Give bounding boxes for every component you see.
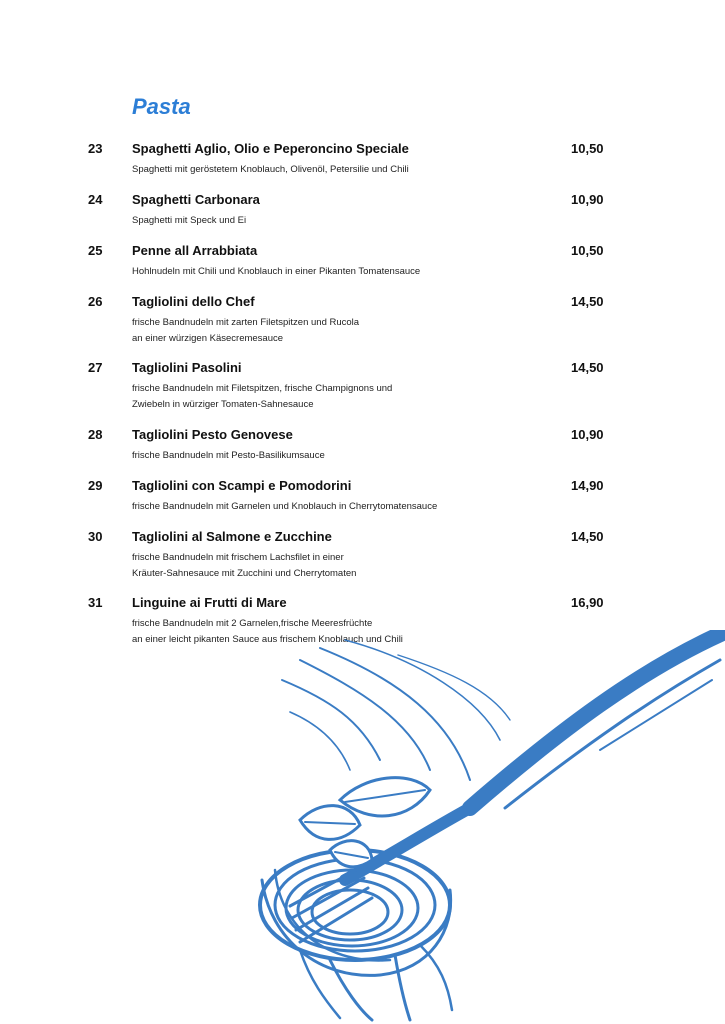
item-description xyxy=(132,315,359,347)
item-number: 25 xyxy=(88,243,103,258)
item-price: 10,50 xyxy=(571,141,604,156)
item-description xyxy=(132,550,356,582)
item-description-line: frische Bandnudeln mit 2 Garnelen,frische Meeresfrüchte xyxy=(132,618,373,629)
item-description-line: Kräuter-Sahnesauce mit Zucchini und Cherrytomaten xyxy=(132,568,357,579)
item-price: 10,50 xyxy=(571,243,604,258)
item-number: 28 xyxy=(88,427,103,442)
item-number: 23 xyxy=(88,141,103,156)
item-description-line: Spaghetti mit Speck und Ei xyxy=(132,215,247,226)
item-name: Spaghetti Aglio, Olio e Peperoncino Speciale xyxy=(132,141,409,156)
item-name: Tagliolini Pesto Genovese xyxy=(132,427,293,442)
item-price: 14,50 xyxy=(571,529,604,544)
item-name: Linguine ai Frutti di Mare xyxy=(132,595,287,610)
item-description-line: frische Bandnudeln mit Filetspitzen, frische Champignons und xyxy=(132,383,393,394)
item-description-line: Spaghetti mit geröstetem Knoblauch, Olivenöl, Petersilie und Chili xyxy=(132,164,409,175)
item-name: Spaghetti Carbonara xyxy=(132,192,260,207)
item-description-line: frische Bandnudeln mit Garnelen und Knoblauch in Cherrytomatensauce xyxy=(132,501,438,512)
item-description xyxy=(132,162,409,178)
item-name: Penne all Arrabbiata xyxy=(132,243,258,258)
item-number: 26 xyxy=(88,294,103,309)
item-name: Tagliolini Pasolini xyxy=(132,360,242,375)
item-description-line: frische Bandnudeln mit Pesto-Basilikumsauce xyxy=(132,450,325,461)
item-number: 31 xyxy=(88,595,103,610)
section-title: Pasta xyxy=(132,94,191,119)
item-price: 16,90 xyxy=(571,595,604,610)
pasta-fork-illustration xyxy=(240,630,725,1024)
item-number: 24 xyxy=(88,192,103,207)
item-description-line: frische Bandnudeln mit frischem Lachsfilet in einer xyxy=(132,552,344,563)
item-description xyxy=(132,264,420,280)
item-name: Tagliolini al Salmone e Zucchine xyxy=(132,529,332,544)
item-price: 14,50 xyxy=(571,294,604,309)
item-description xyxy=(132,213,246,229)
item-price: 14,50 xyxy=(571,360,604,375)
item-price: 10,90 xyxy=(571,427,604,442)
item-number: 27 xyxy=(88,360,103,375)
item-description-line: frische Bandnudeln mit zarten Filetspitzen und Rucola xyxy=(132,317,360,328)
item-description-line: Hohlnudeln mit Chili und Knoblauch in einer Pikanten Tomatensauce xyxy=(132,266,421,277)
item-name: Tagliolini con Scampi e Pomodorini xyxy=(132,478,352,493)
item-description xyxy=(132,381,392,413)
item-description-line: an einer würzigen Käsecremesauce xyxy=(132,333,284,344)
item-number: 29 xyxy=(88,478,103,493)
item-name: Tagliolini dello Chef xyxy=(132,294,255,309)
item-number: 30 xyxy=(88,529,103,544)
item-description xyxy=(132,499,437,515)
item-description-line: an einer leicht pikanten Sauce aus frischem Knoblauch und Chili xyxy=(132,634,403,645)
item-price: 14,90 xyxy=(571,478,604,493)
item-description-line: Zwiebeln in würziger Tomaten-Sahnesauce xyxy=(132,399,314,410)
item-price: 10,90 xyxy=(571,192,604,207)
item-description xyxy=(132,448,325,464)
